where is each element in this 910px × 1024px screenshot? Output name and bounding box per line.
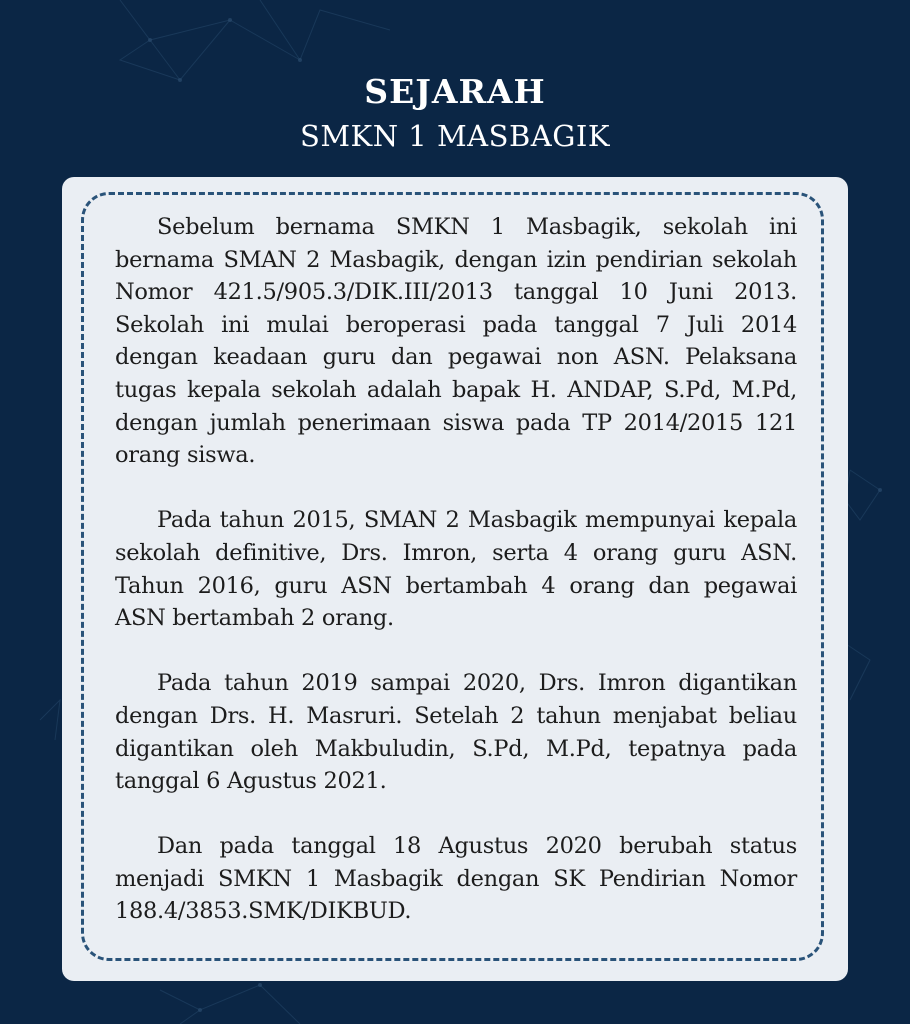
- paragraph-3: Pada tahun 2019 sampai 2020, Drs. Imron digantikan dengan Drs. H. Masruri. Setelah 2 tahun menjabat beliau digantikan oleh Makbuludin, S.Pd, M.Pd, tepatnya pada tanggal 6 Agustus 2021.: [115, 670, 797, 795]
- paragraph-1: Sebelum bernama SMKN 1 Masbagik, sekolah ini bernama SMAN 2 Masbagik, dengan izin pendirian sekolah Nomor 421.5/905.3/DIK.III/2013 tanggal 10 Juni 2013. Sekolah ini mulai beroperasi pada tanggal 7 Juli 2014 dengan keadaan guru dan pegawai non ASN. Pelaksana tugas kepala sekolah adalah bapak H. ANDAP, S.Pd, M.Pd, dengan jumlah penerimaan siswa pada TP 2014/2015 121 orang siswa.: [115, 214, 797, 469]
- paragraph-2: Pada tahun 2015, SMAN 2 Masbagik mempunyai kepala sekolah definitive, Drs. Imron, serta 4 orang guru ASN. Tahun 2016, guru ASN bertambah 4 orang dan pegawai ASN bertambah 2 orang.: [115, 507, 797, 632]
- history-text: [115, 211, 797, 961]
- history-card: [62, 177, 848, 981]
- page-header: [0, 70, 910, 158]
- page-subtitle: SMKN 1 MASBAGIK: [299, 119, 611, 153]
- paragraph-4: Dan pada tanggal 18 Agustus 2020 berubah status menjadi SMKN 1 Masbagik dengan SK Pendirian Nomor 188.4/3853.SMK/DIKBUD.: [115, 833, 797, 925]
- page-title: SEJARAH: [364, 72, 546, 111]
